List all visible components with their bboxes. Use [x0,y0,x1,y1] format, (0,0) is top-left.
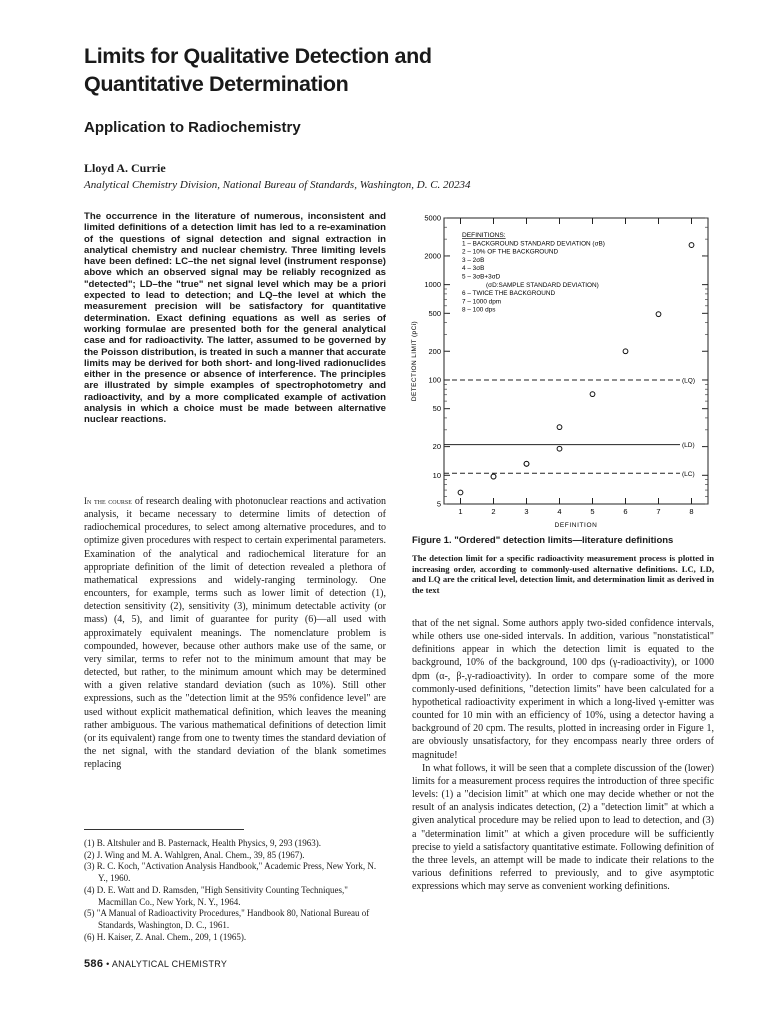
body-paragraph: In what follows, it will be seen that a complete discussion of the (lower) limits for a measurement process requires the introduction of three specific levels: (1) a "decision limit" at which one may decide whether or not the result of an analysis indicates detection, (2) a "detection limit" at which a given analytical procedure may be relied upon to lead to detection, and (3) a "determination limit" at which a given procedure will be sufficiently precise to yield a satisfactory quantitative estimate. Following definition of the three levels, an attempt will be made to indicate their relations to the various definitions referred to previously, and to give asymptotic expressions which may serve as convenient working definitions. [412,762,714,893]
y-tick-label: 200 [428,346,441,356]
x-tick-label: 3 [524,507,529,516]
y-tick-label: 500 [428,308,441,318]
footer-bullet: • [106,959,110,969]
reference-item: (1) B. Altshuler and B. Pasternack, Health Physics, 9, 293 (1963). [84,838,321,848]
reference-item: (2) J. Wing and M. A. Wahlgren, Anal. Chem., 39, 85 (1967). [84,849,305,860]
figure-1-chart [410,210,720,532]
reference-item: (3) R. C. Koch, "Activation Analysis Handbook," Academic Press, New York, N. Y., 1960. [84,861,377,884]
y-tick-label: 50 [432,404,441,414]
x-tick-label: 4 [557,507,562,516]
legend-item: 7 – 1000 dpm [462,298,502,306]
reference-item: (6) H. Kaiser, Z. Anal. Chem., 209, 1 (1965). [84,931,247,942]
reference-list [84,838,386,943]
data-point [557,425,562,430]
page-footer [84,958,227,970]
legend-item: 1 – BACKGROUND STANDARD DEVIATION (σB) [462,240,605,248]
y-tick-label: 5000 [424,213,441,223]
legend-item: 3 – 2σB [462,256,485,264]
reference-line-label: (LD) [682,442,695,450]
reference-line-label: (LQ) [682,377,695,385]
legend-item: (σD:SAMPLE STANDARD DEVIATION) [486,281,599,289]
legend-item: 8 – 100 dps [462,306,496,314]
body-text-right-column [412,617,714,893]
data-point [689,243,694,248]
x-axis-label: DEFINITION [554,522,598,529]
figure-caption-body: The detection limit for a specific radioactivity measurement process is plotted in increasing order, according to commonly-used alternative definitions. LC, LD, and LQ are the critical level, detection limit, and determination limit as derived in the text [412,553,714,595]
x-tick-label: 7 [656,507,661,516]
legend-item: 6 – TWICE THE BACKGROUND [462,290,556,298]
legend-item: 5 – 3σB+3σD [462,273,501,281]
page-number: 586 [84,958,104,970]
journal-name: ANALYTICAL CHEMISTRY [111,959,228,969]
data-point [590,392,595,397]
data-point [458,490,463,495]
article-subtitle: Application to Radiochemistry [84,119,301,136]
body-text-left-column [84,495,386,771]
reference-item: (4) D. E. Watt and D. Ramsden, "High Sensitivity Counting Techniques," Macmillan Co., New York, N. Y., 1964. [84,884,348,907]
x-tick-label: 2 [491,507,496,516]
footnote-rule [84,829,244,830]
data-point [491,474,496,479]
body-paragraph: that of the net signal. Some authors apply two-sided confidence intervals, while others use one-sided intervals. In addition, various "nonstatistical" definitions appear in which the detection limit is equated to the background, 10% of the background, 100 dps (γ-radioactivity), or 1000 dpm (α-, β-,γ-radioactivity). In order to compare some of the more commonly-used definitions, "detection limits" have been calculated for a hypothetical radioactivity experiment in which a long-lived γ-emitter was counted for 10 min with an efficiency of 10%, using a detector having a background of 20 cpm. The results, plotted in increasing order in Figure 1, are obviously unsatisfactory, for they encompass nearly three orders of magnitude! [412,618,714,761]
data-point [524,461,529,466]
article-title: Limits for Qualitative Detection and Quantitative Determination [84,44,432,96]
y-tick-label: 1000 [424,280,441,290]
y-tick-label: 10 [432,470,441,480]
author-affiliation: Analytical Chemistry Division, National Bureau of Standards, Washington, D. C. 20234 [84,179,471,191]
x-tick-label: 6 [623,507,628,516]
legend-heading: DEFINITIONS: [462,232,506,239]
reference-item: (5) "A Manual of Radioactivity Procedures," Handbook 80, National Bureau of Standards, Washington, D. C., 1961. [84,908,370,930]
y-axis-label: DETECTION LIMIT (pCi) [411,320,418,402]
data-point [623,349,628,354]
y-tick-label: 5 [436,499,441,509]
x-tick-label: 8 [689,507,694,516]
x-tick-label: 1 [458,507,463,516]
data-point [656,312,661,317]
data-point [557,446,562,451]
lead-in: In the course [84,496,132,506]
reference-line-label: (LC) [682,470,695,478]
abstract: The occurrence in the literature of numerous, inconsistent and limited definitions of a detection limit has led to a re-examination of the questions of signal detection and signal extraction in analytical chemistry and nuclear chemistry. Three limiting levels have been defined: LC–the net signal level (instrument response) above which an observed signal may be reliably recognized as "detected"; LD–the "true" net signal level which may be a priori expected to lead to detection; and LQ–the level at which the measurement precision will be satisfactory for quantitative determination. Exact defining equations as well as series of working formulae are presented both for the general analytical case and for radioactivity. The latter, assumed to be governed by the Poisson distribution, is treated in such a manner that accurate limits may be derived for both short- and long-lived radionuclides either in the presence or absence of interference. The principles are illustrated by simple examples of spectrophotometry and radioactivity, and by a more complicated example of activation analysis in which a choice must be made between alternative nuclear reactions. [84,211,386,426]
author-name: Lloyd A. Currie [84,161,166,175]
legend-item: 2 – 10% OF THE BACKGROUND [462,248,559,256]
legend-item: 4 – 3σB [462,265,485,273]
body-text-left: of research dealing with photonuclear reactions and activation analysis, it became necessary to determine limits of detection of radiochemical procedures, to select among alternative procedures, and to optimize given procedures with respect to certain experimental parameters. Examination of the analytical and radiochemical literature for an appropriate definition of the limit of detection revealed a plethora of mathematical expressions and widely-ranging terminology. One encounters, for example, terms such as lower limit of detection (1), detection sensitivity (2), sensitivity (3), minimum detectable activity (or mass) (4, 5), and limit of guarantee for purity (6)—all used with approximately equivalent meanings. The nomenclature problem is compounded, however, because other authors make use of the same, or very similar, terms to refer not to the minimum amount that may be detected, but rather, to the minimum amount which may be determined with a given relative standard deviation (such as 10%). Still other expressions, such as the "detection limit at the 95% confidence level" are used without explicit mathematical definition, which leaves the meaning rather ambiguous. The various mathematical definitions of detection limit (or its equivalent) range from one to twenty times the standard deviation of the net signal, with the standard deviation of the blank sometimes replacing [84,496,386,771]
y-tick-label: 2000 [424,251,441,261]
y-tick-label: 100 [428,375,441,385]
y-tick-label: 20 [432,442,441,452]
figure-caption-title: Figure 1. "Ordered" detection limits—literature definitions [412,535,674,546]
x-tick-label: 5 [590,507,595,516]
